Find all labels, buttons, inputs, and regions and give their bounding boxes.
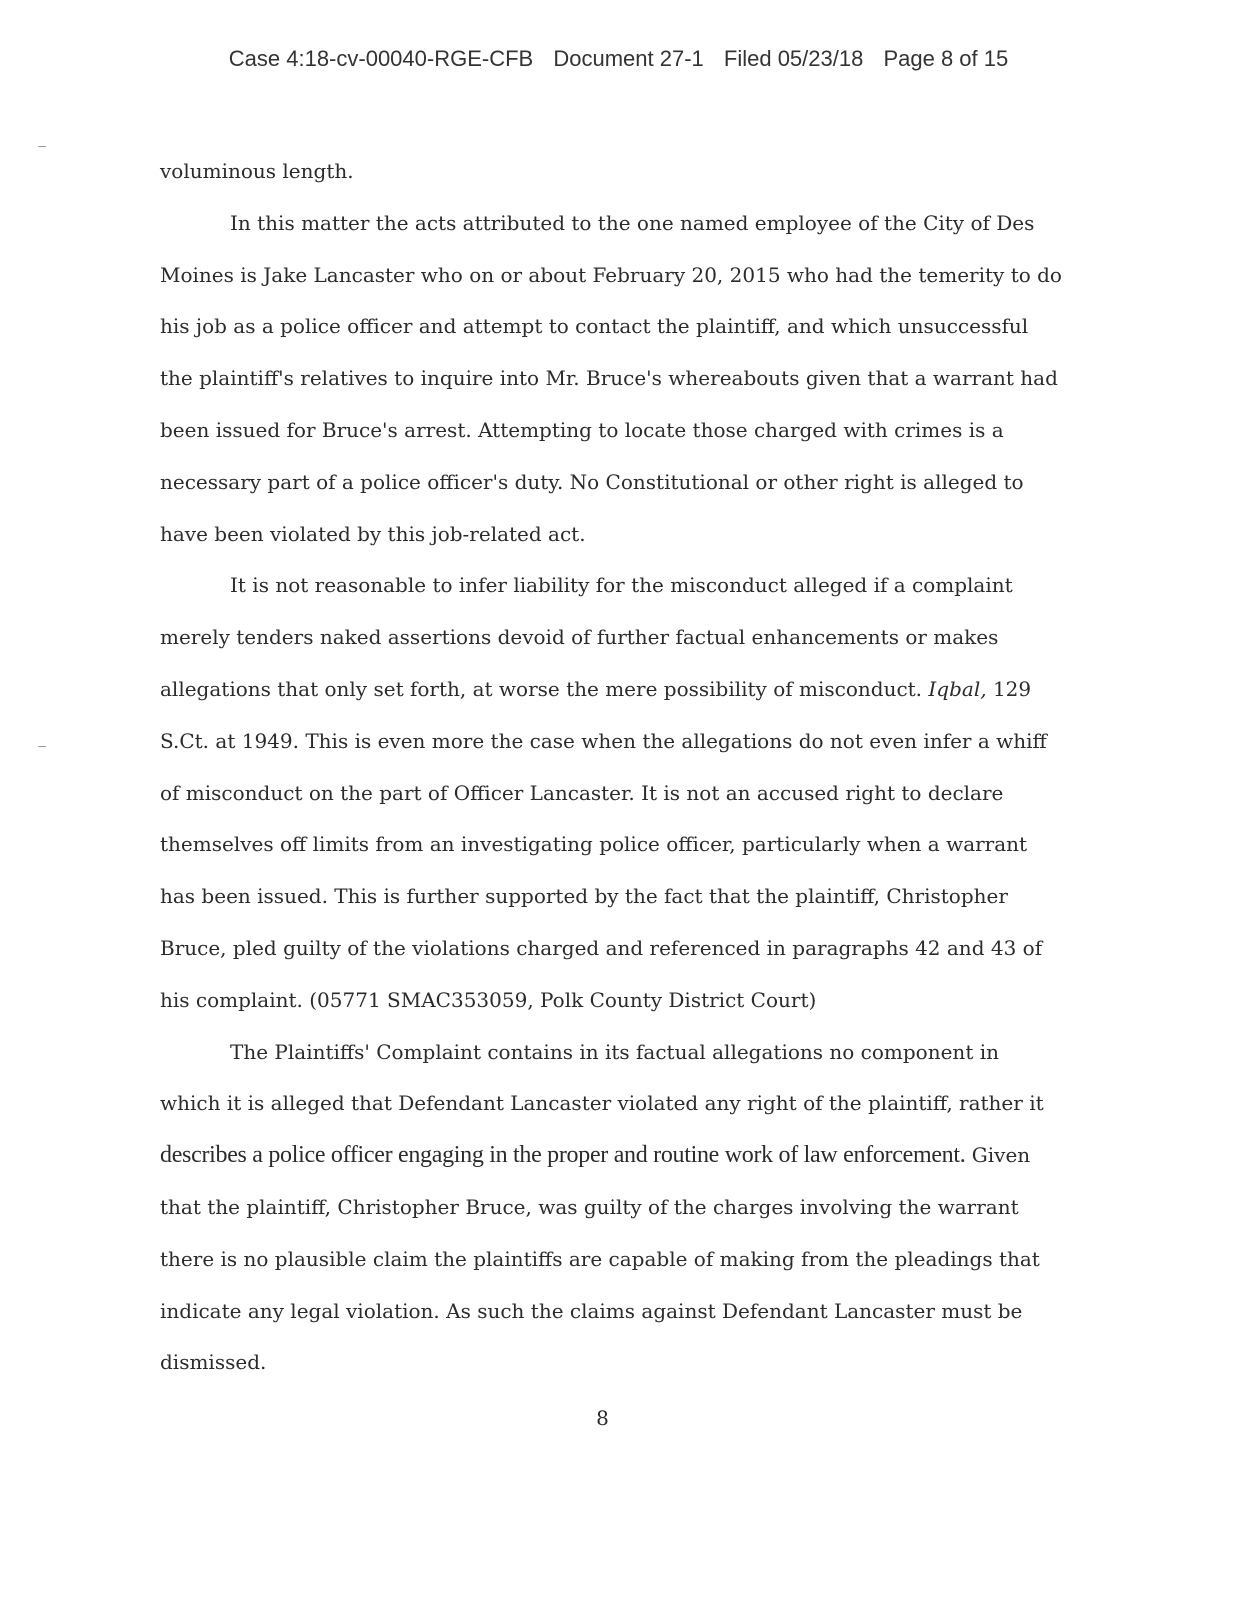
document-number: Document 27-1	[553, 46, 704, 71]
paragraph-text-condensed: describes a police officer engaging in the proper and routine work of law enforcement.	[160, 1142, 966, 1169]
filed-date: Filed 05/23/18	[723, 46, 864, 71]
paragraph-continuation: voluminous length.	[160, 159, 354, 183]
paragraph-text: Given that the plaintiff, Christopher Bruce, was guilty of the charges involving the warrant there is no plausible claim the plaintiffs are capable of making from the pleadings that indicate any legal violation. As such the claims against Defendant Lancaster must be dismissed.	[160, 1143, 1040, 1375]
case-number: Case 4:18-cv-00040-RGE-CFB	[228, 46, 534, 71]
page-number: 8	[596, 1406, 609, 1430]
paragraph-text: It is not reasonable to infer liability for the misconduct alleged if a complaint merely tenders naked assertions devoid of further factual enhancements or makes allegations that only set forth, at worse the mere possibility of misconduct.	[160, 573, 1013, 701]
scan-mark	[38, 146, 46, 147]
paragraph-text: 129 S.Ct. at 1949. This is even more the case when the allegations do not even infer a whiff of misconduct on the part of Officer Lancaster. It is not an accused right to declare themselves off limits from an investigating police officer, particularly when a warrant has been issued. This is further supported by the fact that the plaintiff, Christopher Bruce, pled guilty of the violations charged and referenced in paragraphs 42 and 43 of his complaint. (05771 SMAC353059, Polk County District Court)	[160, 676, 1047, 1012]
paragraph-conclusion	[160, 1027, 1065, 1390]
court-filing-header	[0, 46, 1237, 72]
paragraph-text: The Plaintiffs' Complaint contains in its factual allegations no component in which it is alleged that Defendant Lancaster violated any right of the plaintiff, rather it	[160, 1039, 1044, 1116]
case-citation: Iqbal,	[928, 676, 987, 701]
paragraph-lancaster-acts: In this matter the acts attributed to the one named employee of the City of Des Moines is Jake Lancaster who on or about February 20, 2015 who had the temerity to do his job as a police officer and attempt to contact the plaintiff, and which unsuccessful the plaintiff's relatives to inquire into Mr. Bruce's whereabouts given that a warrant had been issued for Bruce's arrest. Attempting to locate those charged with crimes is a necessary part of a police officer's duty. No Constitutional or other right is alleged to have been violated by this job-related act.	[160, 210, 1062, 546]
document-body	[160, 146, 1065, 1389]
scan-mark	[38, 746, 46, 747]
page-indicator: Page 8 of 15	[883, 46, 1009, 71]
paragraph-iqbal-standard	[160, 560, 1065, 1026]
